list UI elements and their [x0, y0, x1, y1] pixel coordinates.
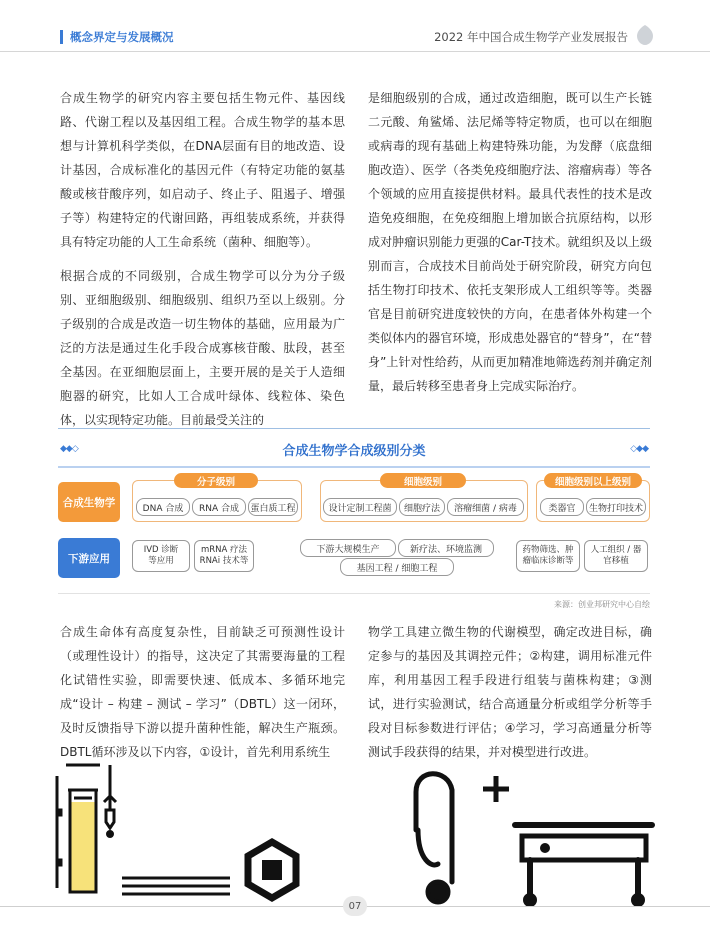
body-right-column-bottom [368, 620, 652, 774]
item-bioprinting: 生物打印技术 [586, 498, 646, 516]
downstream-gene-cell-engineering: 基因工程 / 细胞工程 [340, 558, 454, 576]
downstream-large-scale-production: 下游大规模生产 [300, 539, 396, 557]
level-header-molecular: 分子级别 [174, 473, 258, 488]
plus-icon [483, 776, 509, 802]
stethoscope-icon [416, 774, 452, 902]
header-accent-bar [60, 30, 63, 44]
item-dna-synthesis: DNA 合成 [136, 498, 190, 516]
figure-title: 合成生物学合成级别分类 [282, 444, 426, 459]
downstream-mrna: mRNA 疗法 RNAi 技术等 [194, 540, 254, 572]
paragraph: 物学工具建立微生物的代谢模型，确定改进目标，确定参与的基因及其调控元件；②构建，调用标准元件库，利用基因工程手段进行组装与菌株构建；③测试，进行实验测试，结合高通量分析或组学分析等手段对目标参数进行评估；④学习，学习高通量分析等测试手段获得的结果，并对模型进行改进。 [368, 625, 652, 759]
downstream-drug-screening: 药物筛选、肿 瘤临床诊断等 [516, 540, 580, 572]
figure-title-rule [58, 466, 650, 468]
section-title: 概念界定与发展概况 [70, 30, 174, 44]
row-label-downstream: 下游应用 [58, 538, 120, 578]
item-protein-engineering: 蛋白质工程 [248, 498, 298, 516]
paragraph: 根据合成的不同级别，合成生物学可以分为分子级别、亚细胞级别、细胞级别、组织乃至以上级别。分子级别的合成是改造一切生物体的基础，应用最为广泛的方法是通过生化手段合成寡核苷酸、肽段，甚至全基因。在亚细胞层面上，主要开展的是关于人造细胞器的研究，比如人工合成叶绿体、线粒体、染色体，以实现特定功能。目前最受关注的 [60, 269, 345, 427]
diamond-decoration-icon: ◇◆◆ [630, 444, 648, 454]
page-header [0, 0, 710, 60]
paragraph: 合成生命体有高度复杂性，目前缺乏可预测性设计（或理性设计）的指导，这决定了其需要海量的工程化试错性实验，即需要快速、低成本、多循环地完成“设计 – 构建 – 测试 – 学习”（DBTL）这一闭环，及时反馈指导下游以提升菌种性能，解决生产瓶颈。DBTL循环涉及以下内容，①设计，首先利用系统生 [60, 625, 345, 759]
report-title: 2022 年中国合成生物学产业发展报告 [434, 30, 628, 44]
downstream-ivd: IVD 诊断 等应用 [132, 540, 190, 572]
lines-decoration-icon [122, 878, 230, 894]
diamond-decoration-icon: ◆◆◇ [60, 444, 78, 454]
dropper-icon [57, 765, 116, 892]
figure-top-rule [58, 428, 650, 429]
classification-figure [58, 428, 650, 596]
hexagon-nut-icon [248, 842, 296, 898]
downstream-new-therapy: 新疗法、环境监测 [398, 539, 494, 557]
level-header-cell: 细胞级别 [380, 473, 466, 488]
downstream-tissue-organ: 人工组织 / 器 官移植 [584, 540, 648, 572]
paragraph: 是细胞级别的合成，通过改造细胞，既可以生产长链二元酸、角鲨烯、法尼烯等特定物质，也可以在细胞或病毒的现有基础上构建特殊功能，为发酵（底盘细胞改造）、医学（各类免疫细胞疗法、溶瘤病毒）等各个领域的应用直接提供材料。最具代表性的技术是改造免疫细胞，在免疫细胞上增加嵌合抗原结构，以形成对肿瘤识别能力更强的Car-T技术。就组织及以上级别而言，合成技术目前尚处于研究阶段，研究方向包括生物打印技术、依托支架形成人工组织等等。类器官是目前研究进度较快的方向，在患者体外构建一个类似体内的器官环境，形成患处器官的“替身”，在“替身”上针对性给药，从而更加精准地筛选药剂并确定剂量，最后转移至患者身上完成实际治疗。 [368, 91, 652, 393]
figure-source: 来源：创业邦研究中心自绘 [554, 600, 650, 609]
droplet-logo-icon [636, 24, 654, 46]
item-cell-therapy: 细胞疗法 [399, 498, 445, 516]
row-label-synthetic-biology: 合成生物学 [58, 482, 120, 522]
paragraph: 合成生物学的研究内容主要包括生物元件、基因线路、代谢工程以及基因组工程。合成生物学的基本思想与计算机科学类似，在DNA层面有目的地改造、设计基因，合成标准化的基因元件（有特定功能的氨基酸或核苷酸序列，如启动子、终止子、阻遏子、增强子等）构建特定的代谢回路，再组装成系统，并获得具有特定功能的人工生命系统（菌种、细胞等）。 [60, 91, 345, 249]
body-left-column-bottom [60, 620, 345, 774]
illustration-strip [0, 760, 710, 910]
item-organoid: 类器官 [540, 498, 584, 516]
item-oncolytic-virus: 溶瘤细菌 / 病毒 [447, 498, 524, 516]
figure-bottom-rule [58, 593, 650, 594]
body-left-column-top [60, 86, 345, 442]
item-rna-synthesis: RNA 合成 [192, 498, 246, 516]
body-right-column-top [368, 86, 652, 408]
level-header-above-cell: 细胞级别以上级别 [544, 473, 642, 488]
header-rule [0, 51, 710, 52]
page-number: 07 [343, 896, 367, 916]
hospital-bed-icon [515, 825, 652, 904]
item-engineered-bacteria: 设计定制工程菌 [323, 498, 397, 516]
